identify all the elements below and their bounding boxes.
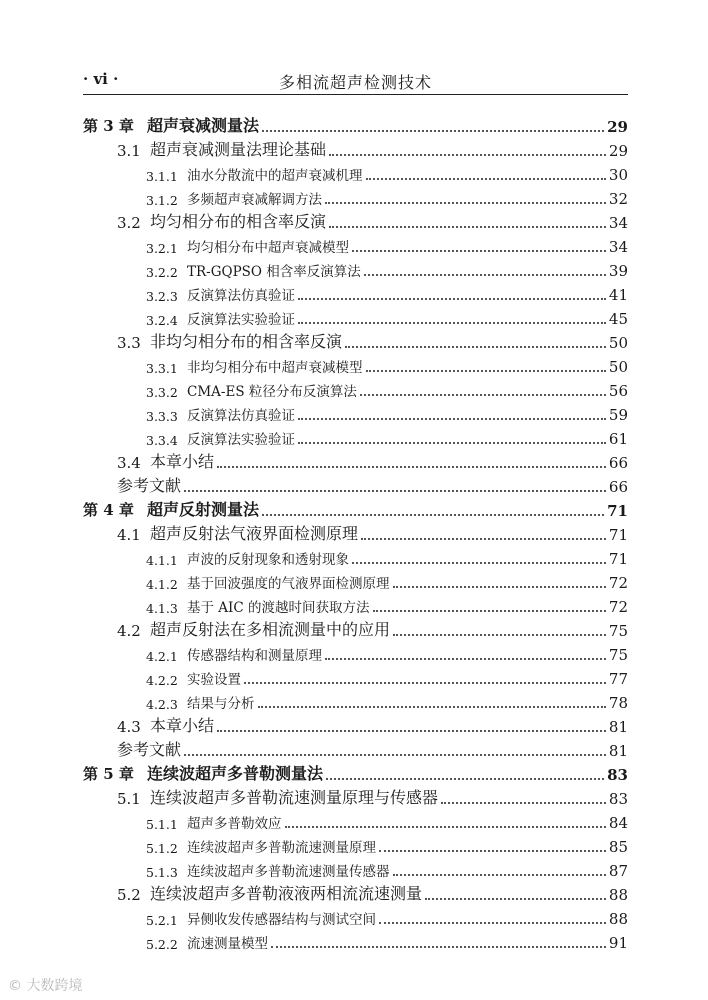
toc-entry-page: 91 bbox=[608, 934, 628, 952]
toc-entry-page: 83 bbox=[607, 766, 628, 784]
toc-entry-subsection[interactable] bbox=[83, 280, 628, 304]
toc-entry-title: 超声衰减测量法 bbox=[147, 116, 260, 135]
toc-entry-title: 基于回波强度的气液界面检测原理 bbox=[187, 576, 390, 592]
toc-entry-page: 61 bbox=[608, 430, 628, 448]
toc-entry-page: 29 bbox=[607, 118, 628, 136]
toc-entry-page: 39 bbox=[608, 262, 628, 280]
toc-entry-page: 78 bbox=[608, 694, 628, 712]
toc-entry-number: 5.1.2 bbox=[146, 841, 178, 856]
toc-entry-title: 均匀相分布中超声衰减模型 bbox=[187, 240, 349, 256]
toc-entry-number: 5.1.1 bbox=[146, 817, 178, 832]
toc-entry-page: 72 bbox=[608, 574, 628, 592]
dot-leader bbox=[441, 801, 606, 804]
toc-entry-number: 3.1 bbox=[117, 142, 141, 160]
toc-entry-page: 59 bbox=[608, 406, 628, 424]
toc-entry-title: 超声多普勒效应 bbox=[187, 816, 282, 832]
toc-entry-subsection[interactable] bbox=[83, 568, 628, 592]
toc-entry-number: 第 4 章 bbox=[83, 501, 134, 519]
dot-leader bbox=[379, 921, 606, 924]
toc-entry-page: 30 bbox=[608, 166, 628, 184]
toc-entry-page: 71 bbox=[608, 550, 628, 568]
toc-entry-subsection[interactable] bbox=[83, 904, 628, 928]
toc-entry-number: 3.2.2 bbox=[146, 265, 178, 280]
toc-entry-page: 87 bbox=[608, 862, 628, 880]
toc-entry-chapter[interactable] bbox=[83, 112, 628, 136]
dot-leader bbox=[217, 465, 606, 468]
toc-entry-number: 第 5 章 bbox=[83, 765, 134, 783]
toc-entry-subsection[interactable] bbox=[83, 592, 628, 616]
toc-entry-page: 41 bbox=[608, 286, 628, 304]
toc-entry-page: 71 bbox=[607, 502, 628, 520]
toc-entry-title: 流速测量模型 bbox=[187, 936, 268, 952]
toc-entry-number: 3.1.2 bbox=[146, 193, 178, 208]
toc-entry-number: 5.2 bbox=[117, 886, 141, 904]
toc-entry-title: 结果与分析 bbox=[187, 696, 255, 712]
dot-leader bbox=[425, 897, 606, 900]
toc-entry-number: 3.3.1 bbox=[146, 361, 178, 376]
dot-leader bbox=[184, 753, 606, 756]
toc-entry-title: 异侧收发传感器结构与测试空间 bbox=[187, 912, 376, 928]
toc-entry-title: 超声反射法气液界面检测原理 bbox=[150, 524, 359, 543]
toc-entry-subsection[interactable] bbox=[83, 352, 628, 376]
toc-entry-subsection[interactable] bbox=[83, 664, 628, 688]
toc-entry-title: 本章小结 bbox=[150, 452, 215, 471]
toc-entry-page: 83 bbox=[608, 790, 628, 808]
dot-leader bbox=[262, 129, 604, 132]
toc-entry-title: 传感器结构和测量原理 bbox=[187, 648, 322, 664]
toc-entry-page: 81 bbox=[608, 718, 628, 736]
toc-entry-number: 3.2.3 bbox=[146, 289, 178, 304]
toc-entry-subsection[interactable] bbox=[83, 160, 628, 184]
toc-entry-subsection[interactable] bbox=[83, 928, 628, 952]
toc-entry-title: 均匀相分布的相含率反演 bbox=[150, 212, 327, 231]
dot-leader bbox=[298, 417, 606, 420]
toc-entry-ref[interactable] bbox=[83, 472, 628, 496]
toc-entry-subsection[interactable] bbox=[83, 856, 628, 880]
toc-entry-chapter[interactable] bbox=[83, 496, 628, 520]
toc-entry-title: 本章小结 bbox=[150, 716, 215, 735]
dot-leader bbox=[217, 729, 606, 732]
toc-entry-number: 4.3 bbox=[117, 718, 141, 736]
toc-entry-section[interactable] bbox=[83, 880, 628, 904]
dot-leader bbox=[258, 705, 606, 708]
toc-entry-number: 3.4 bbox=[117, 454, 141, 472]
book-title: 多相流超声检测技术 bbox=[278, 73, 432, 92]
toc-entry-page: 85 bbox=[608, 838, 628, 856]
toc-entry-section[interactable] bbox=[83, 208, 628, 232]
toc-entry-title: 反演算法实验验证 bbox=[187, 432, 295, 448]
toc-entry-title: 非均匀相分布的相含率反演 bbox=[150, 332, 343, 351]
toc-entry-section[interactable] bbox=[83, 616, 628, 640]
toc-entry-number: 3.2 bbox=[117, 214, 141, 232]
dot-leader bbox=[393, 633, 606, 636]
toc-entry-page: 75 bbox=[608, 646, 628, 664]
toc-entry-number: 4.2.2 bbox=[146, 673, 178, 688]
toc-entry-page: 75 bbox=[608, 622, 628, 640]
toc-entry-title: 连续波超声多普勒测量法 bbox=[147, 764, 324, 783]
dot-leader bbox=[352, 249, 606, 252]
toc-entry-subsection[interactable] bbox=[83, 184, 628, 208]
running-header bbox=[83, 68, 628, 95]
toc-entry-subsection[interactable] bbox=[83, 808, 628, 832]
toc-entry-subsection[interactable] bbox=[83, 544, 628, 568]
dot-leader bbox=[271, 945, 606, 948]
toc-entry-section[interactable] bbox=[83, 712, 628, 736]
toc-entry-page: 50 bbox=[608, 358, 628, 376]
toc-entry-number: 4.2.3 bbox=[146, 697, 178, 712]
toc-entry-number: 3.2.4 bbox=[146, 313, 178, 328]
dot-leader bbox=[361, 537, 606, 540]
toc-entry-title: 基于 AIC 的渡越时间获取方法 bbox=[187, 600, 370, 616]
dot-leader bbox=[393, 873, 606, 876]
toc-entry-title: 反演算法仿真验证 bbox=[187, 408, 295, 424]
toc-entry-title: 连续波超声多普勒流速测量原理与传感器 bbox=[150, 788, 439, 807]
toc-entry-subsection[interactable] bbox=[83, 376, 628, 400]
toc-entry-subsection[interactable] bbox=[83, 688, 628, 712]
dot-leader bbox=[366, 369, 606, 372]
dot-leader bbox=[345, 345, 606, 348]
toc-entry-page: 32 bbox=[608, 190, 628, 208]
toc-entry-page: 72 bbox=[608, 598, 628, 616]
toc-entry-title: 超声反射测量法 bbox=[147, 500, 260, 519]
toc-entry-number: 3.3.2 bbox=[146, 385, 178, 400]
toc-entry-number: 4.1.3 bbox=[146, 601, 178, 616]
toc-entry-title: 实验设置 bbox=[187, 672, 241, 688]
toc-entry-number: 4.1 bbox=[117, 526, 141, 544]
toc-entry-section[interactable] bbox=[83, 784, 628, 808]
toc-entry-number: 4.1.2 bbox=[146, 577, 178, 592]
dot-leader bbox=[298, 297, 606, 300]
dot-leader bbox=[298, 321, 606, 324]
dot-leader bbox=[325, 657, 606, 660]
toc-entry-title: CMA-ES 粒径分布反演算法 bbox=[187, 384, 357, 400]
dot-leader bbox=[285, 825, 606, 828]
dot-leader bbox=[393, 585, 606, 588]
toc-entry-subsection[interactable] bbox=[83, 400, 628, 424]
dot-leader bbox=[329, 225, 606, 228]
toc-entry-page: 50 bbox=[608, 334, 628, 352]
toc-entry-title: 声波的反射现象和透射现象 bbox=[187, 552, 349, 568]
toc-entry-number: 5.2.1 bbox=[146, 913, 178, 928]
toc-entry-subsection[interactable] bbox=[83, 304, 628, 328]
page-number: · vi · bbox=[83, 70, 119, 88]
toc-entry-number: 3.2.1 bbox=[146, 241, 178, 256]
toc-entry-subsection[interactable] bbox=[83, 424, 628, 448]
toc-entry-page: 34 bbox=[608, 238, 628, 256]
toc-entry-subsection[interactable] bbox=[83, 232, 628, 256]
toc-entry-title: 反演算法仿真验证 bbox=[187, 288, 295, 304]
dot-leader bbox=[352, 561, 606, 564]
toc-entry-number: 5.2.2 bbox=[146, 937, 178, 952]
toc-entry-section[interactable] bbox=[83, 136, 628, 160]
table-of-contents bbox=[83, 112, 628, 952]
toc-entry-title: 参考文献 bbox=[117, 740, 182, 759]
toc-entry-number: 4.1.1 bbox=[146, 553, 178, 568]
dot-leader bbox=[360, 393, 606, 396]
dot-leader bbox=[373, 609, 606, 612]
toc-entry-title: 多频超声衰减解调方法 bbox=[187, 192, 322, 208]
watermark: © 大数跨境 bbox=[8, 978, 83, 994]
toc-entry-number: 3.3 bbox=[117, 334, 141, 352]
toc-entry-page: 81 bbox=[608, 742, 628, 760]
toc-entry-title: 非均匀相分布中超声衰减模型 bbox=[187, 360, 363, 376]
dot-leader bbox=[262, 513, 604, 516]
dot-leader bbox=[366, 177, 606, 180]
toc-entry-number: 4.2.1 bbox=[146, 649, 178, 664]
toc-entry-section[interactable] bbox=[83, 448, 628, 472]
toc-entry-page: 71 bbox=[608, 526, 628, 544]
toc-entry-subsection[interactable] bbox=[83, 832, 628, 856]
toc-entry-title: 反演算法实验验证 bbox=[187, 312, 295, 328]
toc-entry-title: 连续波超声多普勒液液两相流流速测量 bbox=[150, 884, 423, 903]
toc-entry-page: 88 bbox=[608, 886, 628, 904]
toc-entry-section[interactable] bbox=[83, 520, 628, 544]
toc-entry-title: 连续波超声多普勒流速测量传感器 bbox=[187, 864, 390, 880]
toc-entry-number: 3.1.1 bbox=[146, 169, 178, 184]
toc-entry-title: 油水分散流中的超声衰减机理 bbox=[187, 168, 363, 184]
toc-entry-title: 连续波超声多普勒流速测量原理 bbox=[187, 840, 376, 856]
dot-leader bbox=[329, 153, 606, 156]
dot-leader bbox=[326, 777, 604, 780]
toc-entry-title: TR-GQPSO 相含率反演算法 bbox=[187, 264, 361, 280]
toc-entry-page: 56 bbox=[608, 382, 628, 400]
toc-entry-number: 第 3 章 bbox=[83, 117, 134, 135]
toc-entry-chapter[interactable] bbox=[83, 760, 628, 784]
toc-entry-subsection[interactable] bbox=[83, 640, 628, 664]
dot-leader bbox=[325, 201, 606, 204]
toc-entry-page: 34 bbox=[608, 214, 628, 232]
toc-entry-subsection[interactable] bbox=[83, 256, 628, 280]
toc-entry-title: 超声衰减测量法理论基础 bbox=[150, 140, 327, 159]
dot-leader bbox=[298, 441, 606, 444]
toc-entry-section[interactable] bbox=[83, 328, 628, 352]
toc-entry-page: 77 bbox=[608, 670, 628, 688]
toc-entry-ref[interactable] bbox=[83, 736, 628, 760]
toc-entry-number: 5.1 bbox=[117, 790, 141, 808]
toc-entry-title: 超声反射法在多相流测量中的应用 bbox=[150, 620, 391, 639]
toc-entry-page: 84 bbox=[608, 814, 628, 832]
toc-entry-page: 66 bbox=[608, 478, 628, 496]
dot-leader bbox=[244, 681, 606, 684]
dot-leader bbox=[364, 273, 606, 276]
toc-entry-page: 29 bbox=[608, 142, 628, 160]
dot-leader bbox=[184, 489, 606, 492]
toc-entry-page: 45 bbox=[608, 310, 628, 328]
toc-entry-number: 4.2 bbox=[117, 622, 141, 640]
toc-entry-number: 5.1.3 bbox=[146, 865, 178, 880]
toc-entry-number: 3.3.4 bbox=[146, 433, 178, 448]
toc-entry-number: 3.3.3 bbox=[146, 409, 178, 424]
toc-entry-page: 66 bbox=[608, 454, 628, 472]
dot-leader bbox=[379, 849, 606, 852]
toc-entry-title: 参考文献 bbox=[117, 476, 182, 495]
toc-entry-page: 88 bbox=[608, 910, 628, 928]
